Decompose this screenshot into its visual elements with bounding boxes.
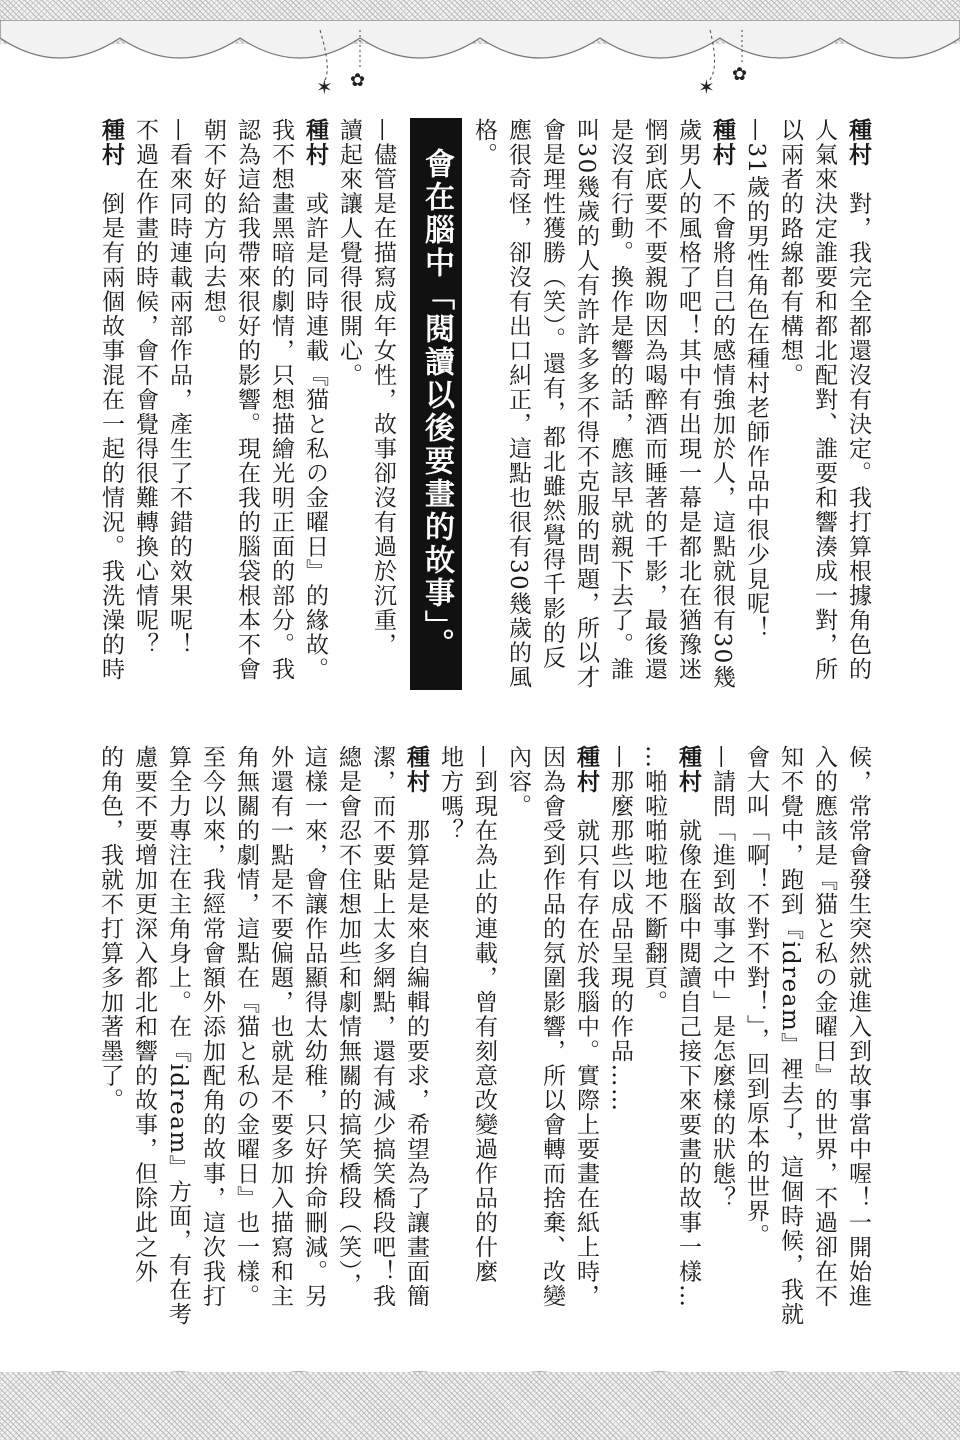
column-text: 那算是是來自編輯的要求，希望為了讓畫面簡 <box>403 818 429 1309</box>
column-text: 我不想畫黑暗的劇情，只想描繪光明正面的部分。我 <box>268 118 294 682</box>
text-column <box>671 118 705 682</box>
text-column <box>161 745 195 1326</box>
speaker-name: 種村 <box>845 118 871 167</box>
column-text: —到現在為止的連載，曾有刻意改變過作品的什麼 <box>471 745 497 1284</box>
column-text: 入的應該是『猫と私の金曜日』的世界，不過卻在不 <box>811 745 837 1309</box>
text-column <box>229 745 263 1309</box>
column-text: 惘到底要不要親吻因為喝醉酒而睡著的千影，最後還 <box>641 118 667 682</box>
column-text: 總是會忍不住想加些和劇情無關的搞笑橋段（笑）， <box>335 745 361 1297</box>
speaker-name: 種村 <box>302 118 328 167</box>
column-text: 就像在腦中閱讀自己接下來要畫的故事一樣… <box>675 818 701 1309</box>
text-column <box>535 118 569 670</box>
text-column <box>263 745 297 1309</box>
column-text: 外還有一點是不要偏題，也就是不要多加入描寫和主 <box>267 745 293 1309</box>
text-column <box>637 745 671 1015</box>
column-text: 地方嗎？ <box>437 745 463 843</box>
text-column <box>705 745 739 1211</box>
text-column <box>399 745 433 1309</box>
svg-text:✿: ✿ <box>350 70 366 91</box>
text-column <box>297 745 331 1309</box>
text-column <box>569 745 603 1309</box>
text-column <box>195 745 229 1309</box>
speaker-name: 種村 <box>98 118 124 167</box>
column-text: —請問「進到故事之中」是怎麼樣的狀態？ <box>709 745 735 1211</box>
text-column <box>773 118 807 388</box>
text-column <box>671 745 705 1309</box>
speaker-name: 種村 <box>675 745 701 794</box>
text-column <box>841 745 875 1309</box>
column-text: 會是理性獲勝（笑）。還有，都北雖然覺得千影的反 <box>539 118 565 670</box>
text-column <box>93 745 127 1113</box>
column-text: 對，我完全都還沒有決定。我打算根據角色的 <box>845 191 871 682</box>
text-column <box>467 118 501 167</box>
column-text: 認為這給我帶來很好的影響。現在我的腦袋根本不會 <box>234 118 260 682</box>
text-column <box>807 745 841 1309</box>
column-text: 算全力專注在主角身上。在『idream』方面，有在考 <box>165 745 191 1327</box>
column-text: 讀起來讓人覺得很開心。 <box>336 118 362 388</box>
svg-text:✿: ✿ <box>732 64 748 85</box>
column-text: 以兩者的路線都有構想。 <box>777 118 803 388</box>
text-column <box>94 118 128 682</box>
text-column <box>603 745 637 1113</box>
column-text: 知不覺中，跑到『idream』裡去了，這個時候，我就 <box>777 745 803 1327</box>
column-text: 這樣一來，會讓作品顯得太幼稚，只好拚命刪減。另 <box>301 745 327 1309</box>
column-text: 朝不好的方向去想。 <box>200 118 226 339</box>
text-column <box>603 118 637 682</box>
text-column <box>535 745 569 1309</box>
svg-text:✶: ✶ <box>316 75 333 99</box>
text-column <box>637 118 671 682</box>
text-column <box>196 118 230 339</box>
text-column <box>366 118 400 657</box>
column-text: 不過在作畫的時候，會不會覺得很難轉換心情呢？ <box>132 118 158 657</box>
column-text: —儘管是在描寫成年女性，故事卻沒有過於沉重， <box>370 118 396 657</box>
text-column <box>162 118 196 657</box>
column-text: 人氣來決定誰要和都北配對、誰要和響湊成一對，所 <box>811 118 837 682</box>
column-text: 的角色，我就不打算多加著墨了。 <box>97 745 123 1113</box>
text-column <box>230 118 264 682</box>
text-column <box>841 118 875 682</box>
text-column <box>331 745 365 1297</box>
text-column <box>433 745 467 843</box>
column-text: 不會將自己的感情強加於人，這點就很有30幾 <box>709 191 735 690</box>
hanging-star-icon <box>690 30 760 100</box>
column-text: 角無關的劇情，這點在『猫と私の金曜日』也一樣。 <box>233 745 259 1309</box>
speaker-name: 種村 <box>573 745 599 794</box>
column-text: 慮要不要增加更深入都北和響的故事，但除此之外 <box>131 745 157 1284</box>
column-text: 候，常常會發生突然就進入到故事當中喔！一開始進 <box>845 745 871 1309</box>
text-column <box>298 118 332 682</box>
column-text: —那麼那些以成品呈現的作品…… <box>607 745 633 1113</box>
column-text: 是沒有行動。換作是響的話，應該早就親下去了。誰 <box>607 118 633 682</box>
text-column <box>501 745 535 819</box>
text-column <box>467 745 501 1284</box>
column-text: —31歲的男性角色在種村老師作品中很少見呢！ <box>743 118 769 641</box>
text-column <box>705 118 739 689</box>
text-column <box>128 118 162 657</box>
text-column <box>739 118 773 640</box>
text-column <box>569 118 603 689</box>
column-text: …啪啦啪啦地不斷翻頁。 <box>641 745 667 1015</box>
speaker-name: 種村 <box>403 745 429 794</box>
svg-text:✶: ✶ <box>698 75 715 99</box>
column-text: 叫30幾歲的人有許許多多不得不克服的問題，所以才 <box>573 118 599 690</box>
top-scallop-border <box>0 20 960 80</box>
column-text: 會大叫「啊！不對不對！」，回到原本的世界。 <box>743 745 769 1248</box>
column-text: 內容。 <box>505 745 531 819</box>
text-column <box>501 118 535 689</box>
text-column <box>739 745 773 1248</box>
column-text: 格。 <box>471 118 497 167</box>
column-text: 就只有存在於我腦中。實際上要畫在紙上時， <box>573 818 599 1309</box>
column-text: 應很奇怪，卻沒有出口糾正，這點也很有30幾歲的風 <box>505 118 531 690</box>
text-column <box>127 745 161 1284</box>
column-text: 至今以來，我經常會額外添加配角的故事，這次我打 <box>199 745 225 1309</box>
column-text: 因為會受到作品的氛圍影響，所以會轉而捨棄、改變 <box>539 745 565 1309</box>
column-text: —看來同時連載兩部作品，產生了不錯的效果呢！ <box>166 118 192 657</box>
speaker-name: 種村 <box>709 118 735 167</box>
column-text: 潔，而不要貼上太多網點，還有減少搞笑橋段吧！我 <box>369 745 395 1309</box>
text-column <box>332 118 366 388</box>
column-text: 歲男人的風格了吧！其中有出現一幕是都北在猶豫迷 <box>675 118 701 682</box>
bottom-decorative-band <box>0 1372 960 1440</box>
text-column <box>773 745 807 1326</box>
text-column <box>807 118 841 682</box>
text-column <box>264 118 298 682</box>
column-text: 倒是有兩個故事混在一起的情況。我洗澡的時 <box>98 191 124 682</box>
text-column <box>365 745 399 1309</box>
column-text: 或許是同時連載『猫と私の金曜日』的緣故。 <box>302 191 328 682</box>
section-heading: 會在腦中「閱讀以後要畫的故事」。 <box>410 118 462 690</box>
hanging-star-icon <box>310 30 380 100</box>
